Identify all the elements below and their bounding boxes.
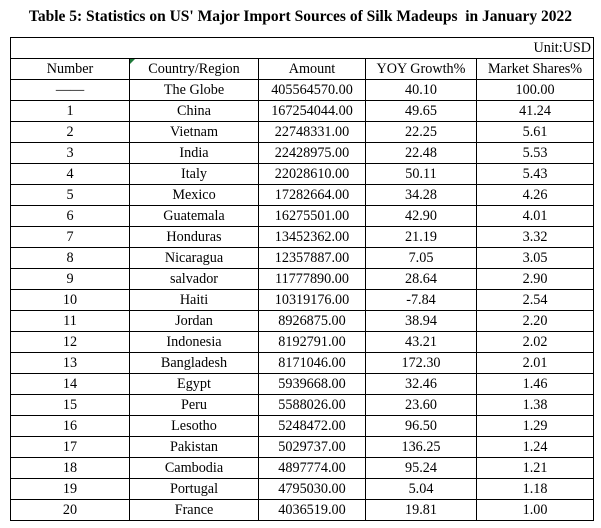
cell-market-share: 2.02 bbox=[477, 332, 594, 353]
cell-number: 4 bbox=[11, 164, 130, 185]
unit-label: Unit:USD bbox=[11, 38, 594, 59]
cell-country: Bangladesh bbox=[130, 353, 259, 374]
cell-market-share: 5.43 bbox=[477, 164, 594, 185]
cell-market-share: 1.24 bbox=[477, 437, 594, 458]
cell-country: Portugal bbox=[130, 479, 259, 500]
cell-amount: 5939668.00 bbox=[259, 374, 366, 395]
table-row bbox=[11, 185, 594, 206]
cell-amount: 5029737.00 bbox=[259, 437, 366, 458]
cell-number: 6 bbox=[11, 206, 130, 227]
cell-country: salvador bbox=[130, 269, 259, 290]
cell-number: 15 bbox=[11, 395, 130, 416]
table-row bbox=[11, 500, 594, 521]
cell-amount: 22428975.00 bbox=[259, 143, 366, 164]
header-row bbox=[11, 59, 594, 80]
cell-market-share: 2.54 bbox=[477, 290, 594, 311]
cell-market-share: 5.61 bbox=[477, 122, 594, 143]
table-row bbox=[11, 206, 594, 227]
cell-yoy-growth: 22.25 bbox=[366, 122, 477, 143]
cell-market-share: 3.32 bbox=[477, 227, 594, 248]
unit-row bbox=[11, 38, 594, 59]
table-row bbox=[11, 437, 594, 458]
cell-yoy-growth: 34.28 bbox=[366, 185, 477, 206]
cell-amount: 11777890.00 bbox=[259, 269, 366, 290]
cell-yoy-growth: 38.94 bbox=[366, 311, 477, 332]
cell-amount: 405564570.00 bbox=[259, 80, 366, 101]
cell-number: 8 bbox=[11, 248, 130, 269]
cell-number: 14 bbox=[11, 374, 130, 395]
cell-number: 20 bbox=[11, 500, 130, 521]
cell-country: Cambodia bbox=[130, 458, 259, 479]
cell-amount: 16275501.00 bbox=[259, 206, 366, 227]
cell-amount: 13452362.00 bbox=[259, 227, 366, 248]
cell-amount: 8171046.00 bbox=[259, 353, 366, 374]
cell-market-share: 4.01 bbox=[477, 206, 594, 227]
table-row bbox=[11, 143, 594, 164]
cell-number: 18 bbox=[11, 458, 130, 479]
cell-number: 2 bbox=[11, 122, 130, 143]
cell-number: 9 bbox=[11, 269, 130, 290]
cell-yoy-growth: 7.05 bbox=[366, 248, 477, 269]
cell-country: Egypt bbox=[130, 374, 259, 395]
cell-country: The Globe bbox=[130, 80, 259, 101]
cell-market-share: 1.46 bbox=[477, 374, 594, 395]
table-row bbox=[11, 353, 594, 374]
cell-market-share: 4.26 bbox=[477, 185, 594, 206]
cell-market-share: 1.00 bbox=[477, 500, 594, 521]
cell-number: 16 bbox=[11, 416, 130, 437]
cell-market-share: 1.21 bbox=[477, 458, 594, 479]
table-row bbox=[11, 248, 594, 269]
cell-country: China bbox=[130, 101, 259, 122]
cell-yoy-growth: 40.10 bbox=[366, 80, 477, 101]
cell-country: Peru bbox=[130, 395, 259, 416]
cell-yoy-growth: 95.24 bbox=[366, 458, 477, 479]
table-row bbox=[11, 269, 594, 290]
cell-country: France bbox=[130, 500, 259, 521]
column-header-market-shares: Market Shares% bbox=[477, 59, 594, 80]
table-row bbox=[11, 479, 594, 500]
column-header-amount: Amount bbox=[259, 59, 366, 80]
cell-amount: 5588026.00 bbox=[259, 395, 366, 416]
column-header-number: Number bbox=[11, 59, 130, 80]
cell-amount: 4036519.00 bbox=[259, 500, 366, 521]
cell-country: Lesotho bbox=[130, 416, 259, 437]
table-row bbox=[11, 374, 594, 395]
cell-market-share: 1.38 bbox=[477, 395, 594, 416]
cell-country: Italy bbox=[130, 164, 259, 185]
table-row bbox=[11, 227, 594, 248]
cell-country: Honduras bbox=[130, 227, 259, 248]
cell-number: 5 bbox=[11, 185, 130, 206]
cell-market-share: 2.20 bbox=[477, 311, 594, 332]
cell-country: Vietnam bbox=[130, 122, 259, 143]
table-row bbox=[11, 122, 594, 143]
cell-yoy-growth: 42.90 bbox=[366, 206, 477, 227]
cell-market-share: 3.05 bbox=[477, 248, 594, 269]
table-row bbox=[11, 311, 594, 332]
column-header-country-label: Country/Region bbox=[148, 61, 240, 77]
column-header-country bbox=[130, 59, 259, 80]
cell-amount: 8192791.00 bbox=[259, 332, 366, 353]
cell-number: 10 bbox=[11, 290, 130, 311]
cell-country: Pakistan bbox=[130, 437, 259, 458]
cell-number: 11 bbox=[11, 311, 130, 332]
cell-market-share: 1.18 bbox=[477, 479, 594, 500]
cell-market-share: 100.00 bbox=[477, 80, 594, 101]
table-row bbox=[11, 458, 594, 479]
cell-country: India bbox=[130, 143, 259, 164]
cell-number: 1 bbox=[11, 101, 130, 122]
cell-country: Indonesia bbox=[130, 332, 259, 353]
cell-amount: 10319176.00 bbox=[259, 290, 366, 311]
cell-yoy-growth: 136.25 bbox=[366, 437, 477, 458]
cell-amount: 8926875.00 bbox=[259, 311, 366, 332]
cell-number: 7 bbox=[11, 227, 130, 248]
cell-number: 12 bbox=[11, 332, 130, 353]
cell-amount: 22748331.00 bbox=[259, 122, 366, 143]
cell-market-share: 1.29 bbox=[477, 416, 594, 437]
cell-country: Haiti bbox=[130, 290, 259, 311]
table-row-total bbox=[11, 80, 594, 101]
cell-yoy-growth: 22.48 bbox=[366, 143, 477, 164]
cell-yoy-growth: 96.50 bbox=[366, 416, 477, 437]
cell-market-share: 5.53 bbox=[477, 143, 594, 164]
cell-yoy-growth: 21.19 bbox=[366, 227, 477, 248]
table-row bbox=[11, 290, 594, 311]
cell-yoy-growth: -7.84 bbox=[366, 290, 477, 311]
cell-yoy-growth: 23.60 bbox=[366, 395, 477, 416]
cell-number: 13 bbox=[11, 353, 130, 374]
cell-amount: 4897774.00 bbox=[259, 458, 366, 479]
cell-country: Guatemala bbox=[130, 206, 259, 227]
cell-country: Mexico bbox=[130, 185, 259, 206]
column-header-yoy-growth: YOY Growth% bbox=[366, 59, 477, 80]
cell-market-share: 2.01 bbox=[477, 353, 594, 374]
table-row bbox=[11, 101, 594, 122]
cell-number: 17 bbox=[11, 437, 130, 458]
comment-marker-icon bbox=[130, 59, 135, 64]
cell-number: —— bbox=[11, 80, 130, 101]
cell-amount: 167254044.00 bbox=[259, 101, 366, 122]
cell-market-share: 41.24 bbox=[477, 101, 594, 122]
table-row bbox=[11, 416, 594, 437]
cell-market-share: 2.90 bbox=[477, 269, 594, 290]
cell-yoy-growth: 28.64 bbox=[366, 269, 477, 290]
cell-yoy-growth: 172.30 bbox=[366, 353, 477, 374]
cell-amount: 22028610.00 bbox=[259, 164, 366, 185]
import-sources-table bbox=[10, 37, 594, 521]
cell-amount: 5248472.00 bbox=[259, 416, 366, 437]
cell-yoy-growth: 50.11 bbox=[366, 164, 477, 185]
cell-country: Nicaragua bbox=[130, 248, 259, 269]
cell-yoy-growth: 49.65 bbox=[366, 101, 477, 122]
cell-amount: 12357887.00 bbox=[259, 248, 366, 269]
cell-amount: 17282664.00 bbox=[259, 185, 366, 206]
table-row bbox=[11, 164, 594, 185]
cell-country: Jordan bbox=[130, 311, 259, 332]
cell-yoy-growth: 32.46 bbox=[366, 374, 477, 395]
cell-yoy-growth: 5.04 bbox=[366, 479, 477, 500]
cell-number: 19 bbox=[11, 479, 130, 500]
cell-amount: 4795030.00 bbox=[259, 479, 366, 500]
table-row bbox=[11, 395, 594, 416]
cell-yoy-growth: 43.21 bbox=[366, 332, 477, 353]
cell-number: 3 bbox=[11, 143, 130, 164]
table-title: Table 5: Statistics on US' Major Import Sources of Silk Madeups in January 2022 bbox=[28, 8, 573, 25]
table-row bbox=[11, 332, 594, 353]
cell-yoy-growth: 19.81 bbox=[366, 500, 477, 521]
